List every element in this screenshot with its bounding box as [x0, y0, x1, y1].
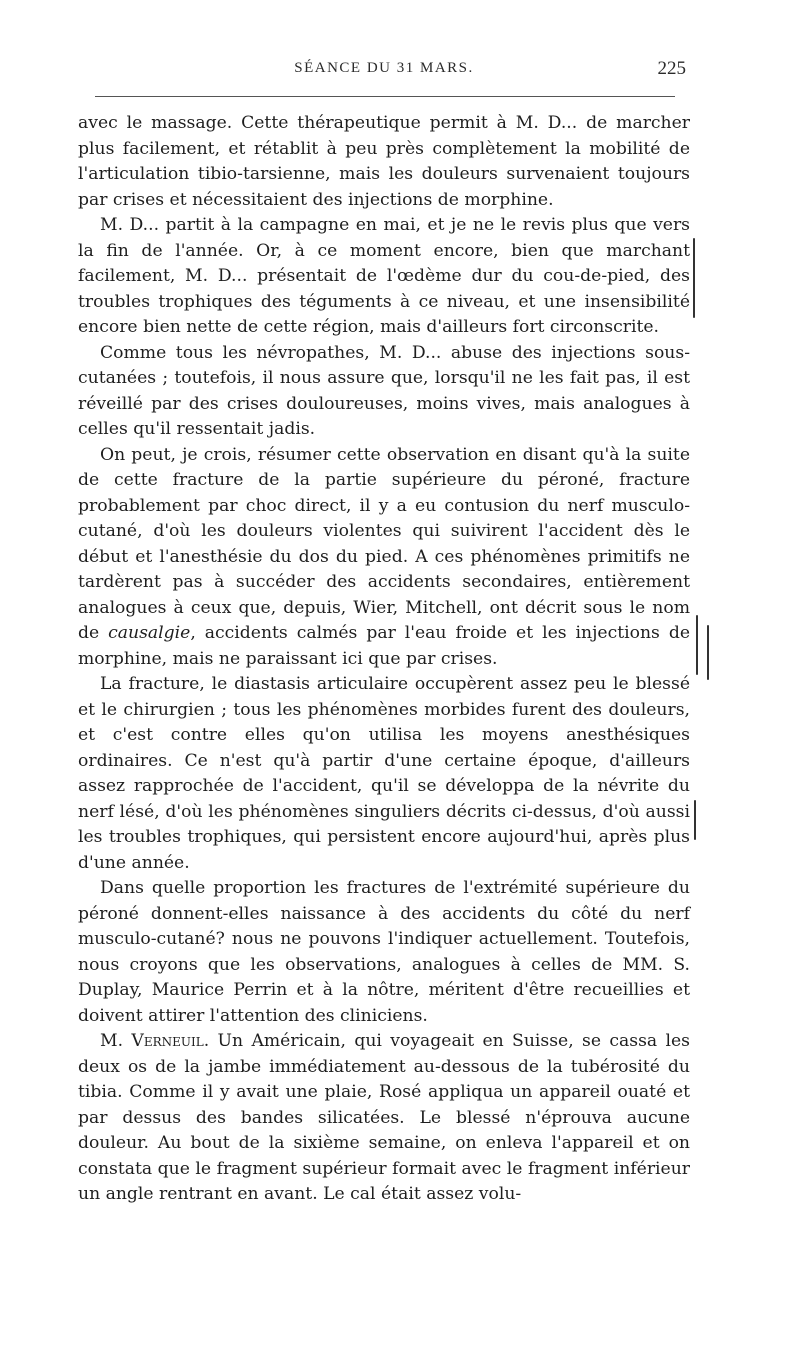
verneuil-text: Un Américain, qui voyageait en Suisse, se cassa les deux os de la jambe immédiatement au-dessous de la tubérosité du tibia. Comme il y avait une plaie, Rosé appliqua un appareil ouaté et par dessus des bandes silicatées. Le blessé n'éprouva aucune douleur. Au bout de la sixième semaine, on enleva l'appareil et on constata que le fragment supérieur formait avec le fragment inférieur un angle rentrant en avant. Le cal était assez volu- — [78, 1031, 691, 1204]
margin-mark-1 — [693, 238, 695, 318]
paragraph-campagne: M. D... partit à la campagne en mai, et je ne le revis plus que vers la fin de l'année. Or, à ce moment encore, bien que marchant facilement, M. D... présentait de l'œdème dur du cou-de-pied, des troubles trophiques des téguments à ce niveau, et une insensibilité encore bien nette de cette région, mais d'ailleurs fort circonscrite. — [78, 215, 690, 337]
body-text — [78, 111, 690, 1208]
causalgie-text-before: On peut, je crois, résumer cette observation en disant qu'à la suite de cette fracture de la partie supérieure du péroné, fracture probablement par choc direct, il y a eu contusion du nerf musculo-cutané, d'où les douleurs violentes qui suivirent l'accident dès le début et l'anesthésie du dos du pied. A ces phénomènes primitifs ne tardèrent pas à succéder des accidents secondaires, entièrement analogues à ceux que, depuis, Wier, Mitchell, ont décrit sous le nom de — [78, 444, 690, 643]
causalgie-term: causalgie — [108, 623, 191, 643]
paragraph-nevropathes: Comme tous les névropathes, M. D... abuse des injections sous-cutanées ; toutefois, il nous assure que, lorsqu'il ne les fait pas, il est réveillé par des crises douloureuses, moins vives, mais analogues à celles qu'il ressentait jadis. — [78, 342, 690, 439]
running-head — [78, 60, 690, 84]
paragraph-verneuil — [78, 1029, 690, 1208]
paragraph-proportion: Dans quelle proportion les fractures de l'extrémité supérieure du péroné donnent-elles naissance à des accidents du côté du nerf musculo-cutané? nous ne pouvons l'indiquer actuellement. Toutefois, nous croyons que les observations, analogues à celles de MM. S. Duplay, Maurice Perrin et à la nôtre, méritent d'être recueillies et doivent attirer l'attention des cliniciens. — [78, 878, 690, 1026]
header-rule — [95, 96, 675, 97]
paragraph-continuation: avec le massage. Cette thérapeutique permit à M. D... de marcher plus facilement, et rétablit à peu près complètement la mobilité de l'articulation tibio-tarsienne, mais les douleurs survenaient toujours par crises et nécessitaient des injections de morphine. — [78, 113, 690, 210]
running-title: SÉANCE DU 31 MARS. — [294, 60, 474, 76]
margin-mark-3 — [707, 625, 709, 680]
paragraph-fracture: La fracture, le diastasis articulaire occupèrent assez peu le blessé et le chirurgien ; tous les phénomènes morbides furent des douleurs, et c'est contre elles qu'on utilisa les moyens anesthésiques ordinaires. Ce n'est qu'à partir d'une certaine époque, d'ailleurs assez rapprochée de l'accident, qu'il se développa de la névrite du nerf lésé, d'où les phénomènes singuliers décrits ci-dessus, d'où aussi les troubles trophiques, qui persistent encore aujourd'hui, après plus d'une année. — [78, 674, 690, 873]
margin-mark-4 — [694, 800, 696, 840]
margin-mark-2 — [696, 615, 698, 675]
page-number: 225 — [657, 58, 686, 79]
paragraph-causalgie — [78, 443, 690, 673]
speaker-name: M. Verneuil. — [100, 1031, 210, 1051]
causalgie-text-after: , accidents calmés par l'eau froide et les injections de morphine, mais ne paraissant ici que par crises. — [78, 623, 691, 669]
